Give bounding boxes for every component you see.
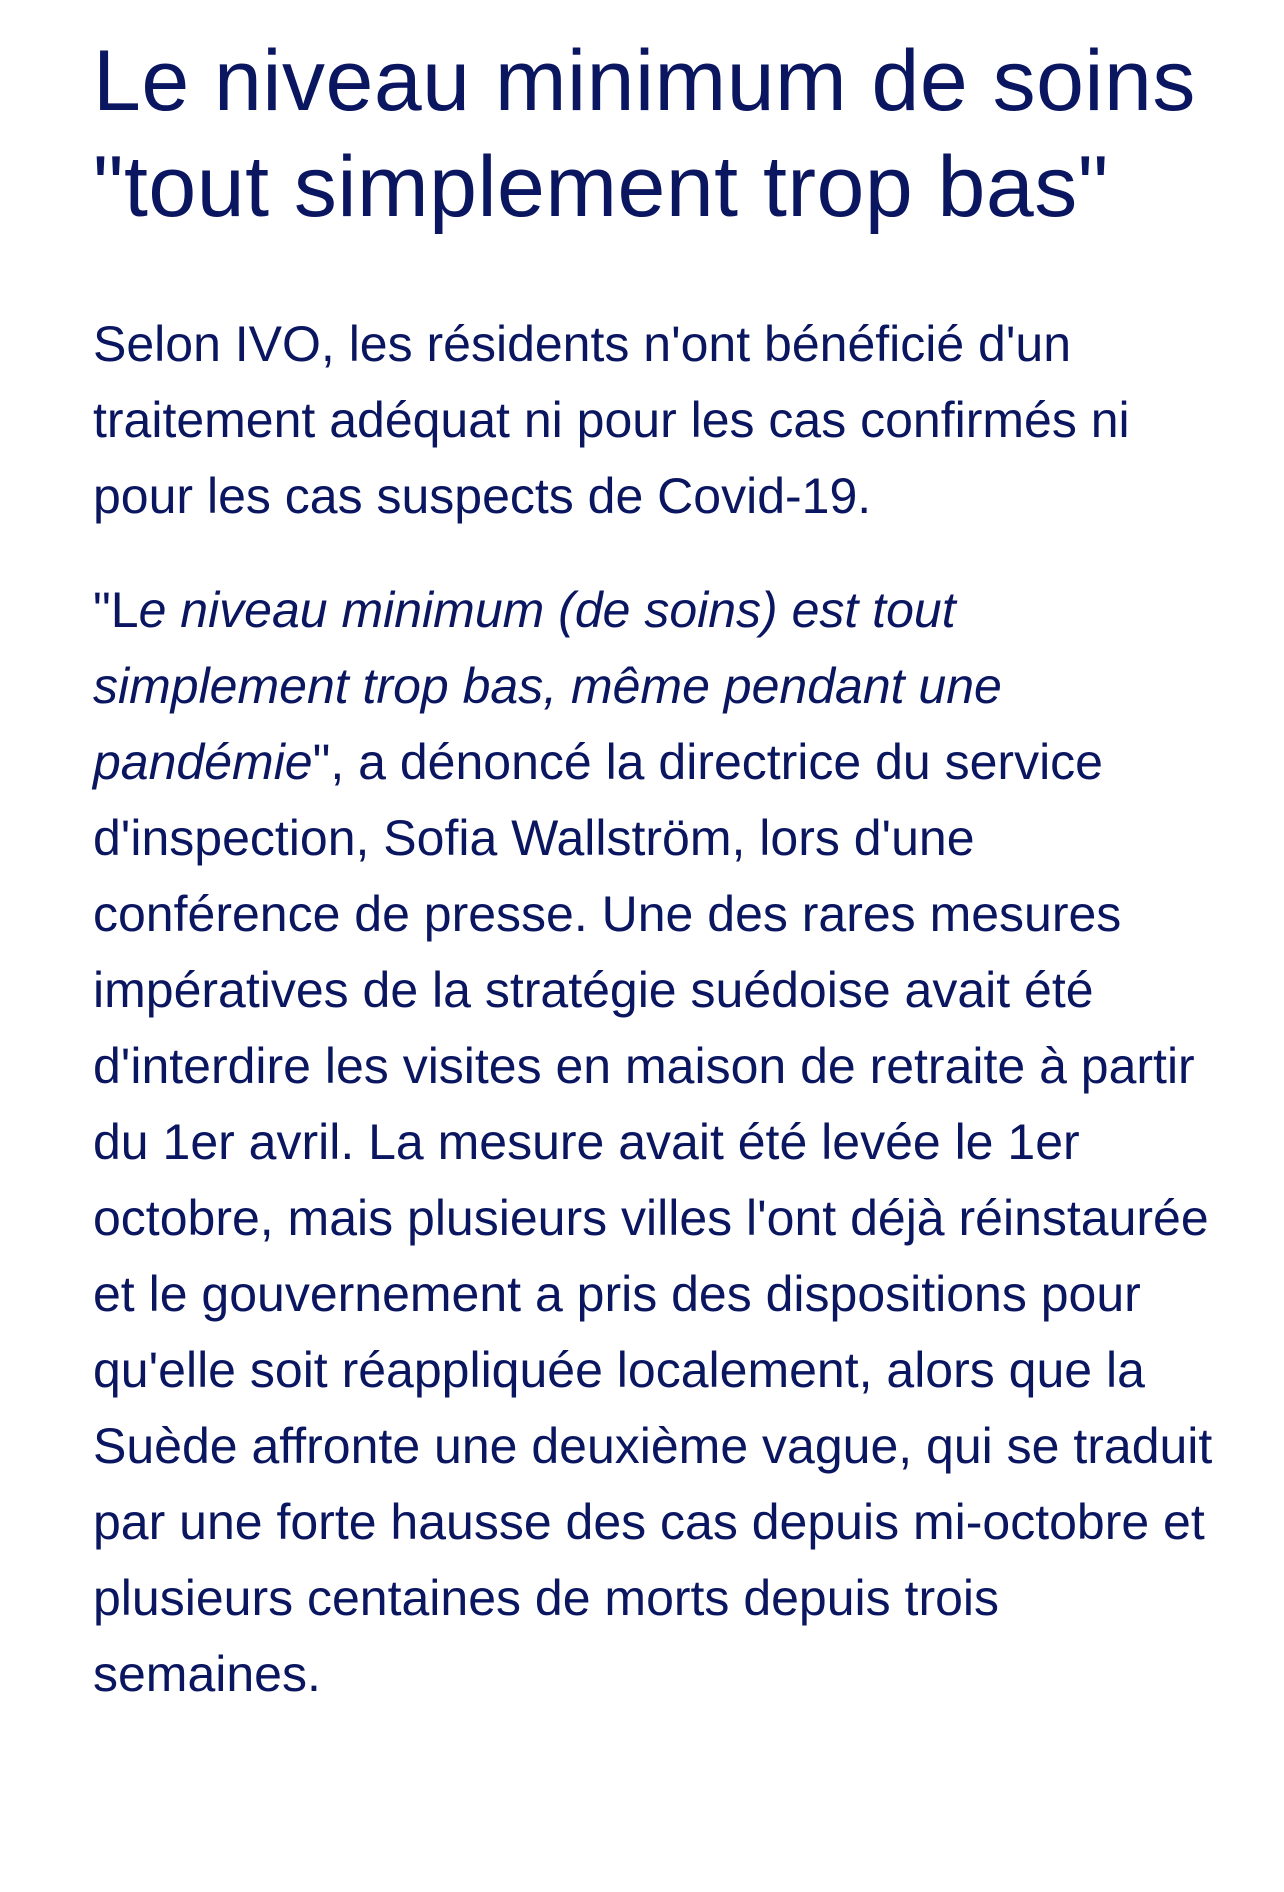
article-body <box>93 28 1223 1712</box>
quote-italic: e niveau minimum (de soins) est tout simplement trop bas, même pendant une pandémie <box>93 582 1002 790</box>
article-paragraph-1: Selon IVO, les résidents n'ont bénéficié d'un traitement adéquat ni pour les cas confirmés ni pour les cas suspects de Covid-19. <box>93 316 1130 524</box>
paragraph-2-text: ", a dénoncé la directrice du service d'inspection, Sofia Wallström, lors d'une conférence de presse. Une des rares mesures impératives de la stratégie suédoise avait été d'interdire les visites en maison de retraite à partir du 1er avril. La mesure avait été levée le 1er octobre, mais plusieurs villes l'ont déjà réinstaurée et le gouvernement a pris des dispositions pour qu'elle soit réappliquée localement, alors que la Suède affronte une deuxième vague, qui se traduit par une forte hausse des cas depuis mi-octobre et plusieurs centaines de morts depuis trois semaines. <box>93 734 1213 1702</box>
article-headline: Le niveau minimum de soins "tout simplement trop bas" <box>93 33 1196 235</box>
article-paragraph-2 <box>93 572 1223 1712</box>
quote-open: "L <box>93 582 139 638</box>
